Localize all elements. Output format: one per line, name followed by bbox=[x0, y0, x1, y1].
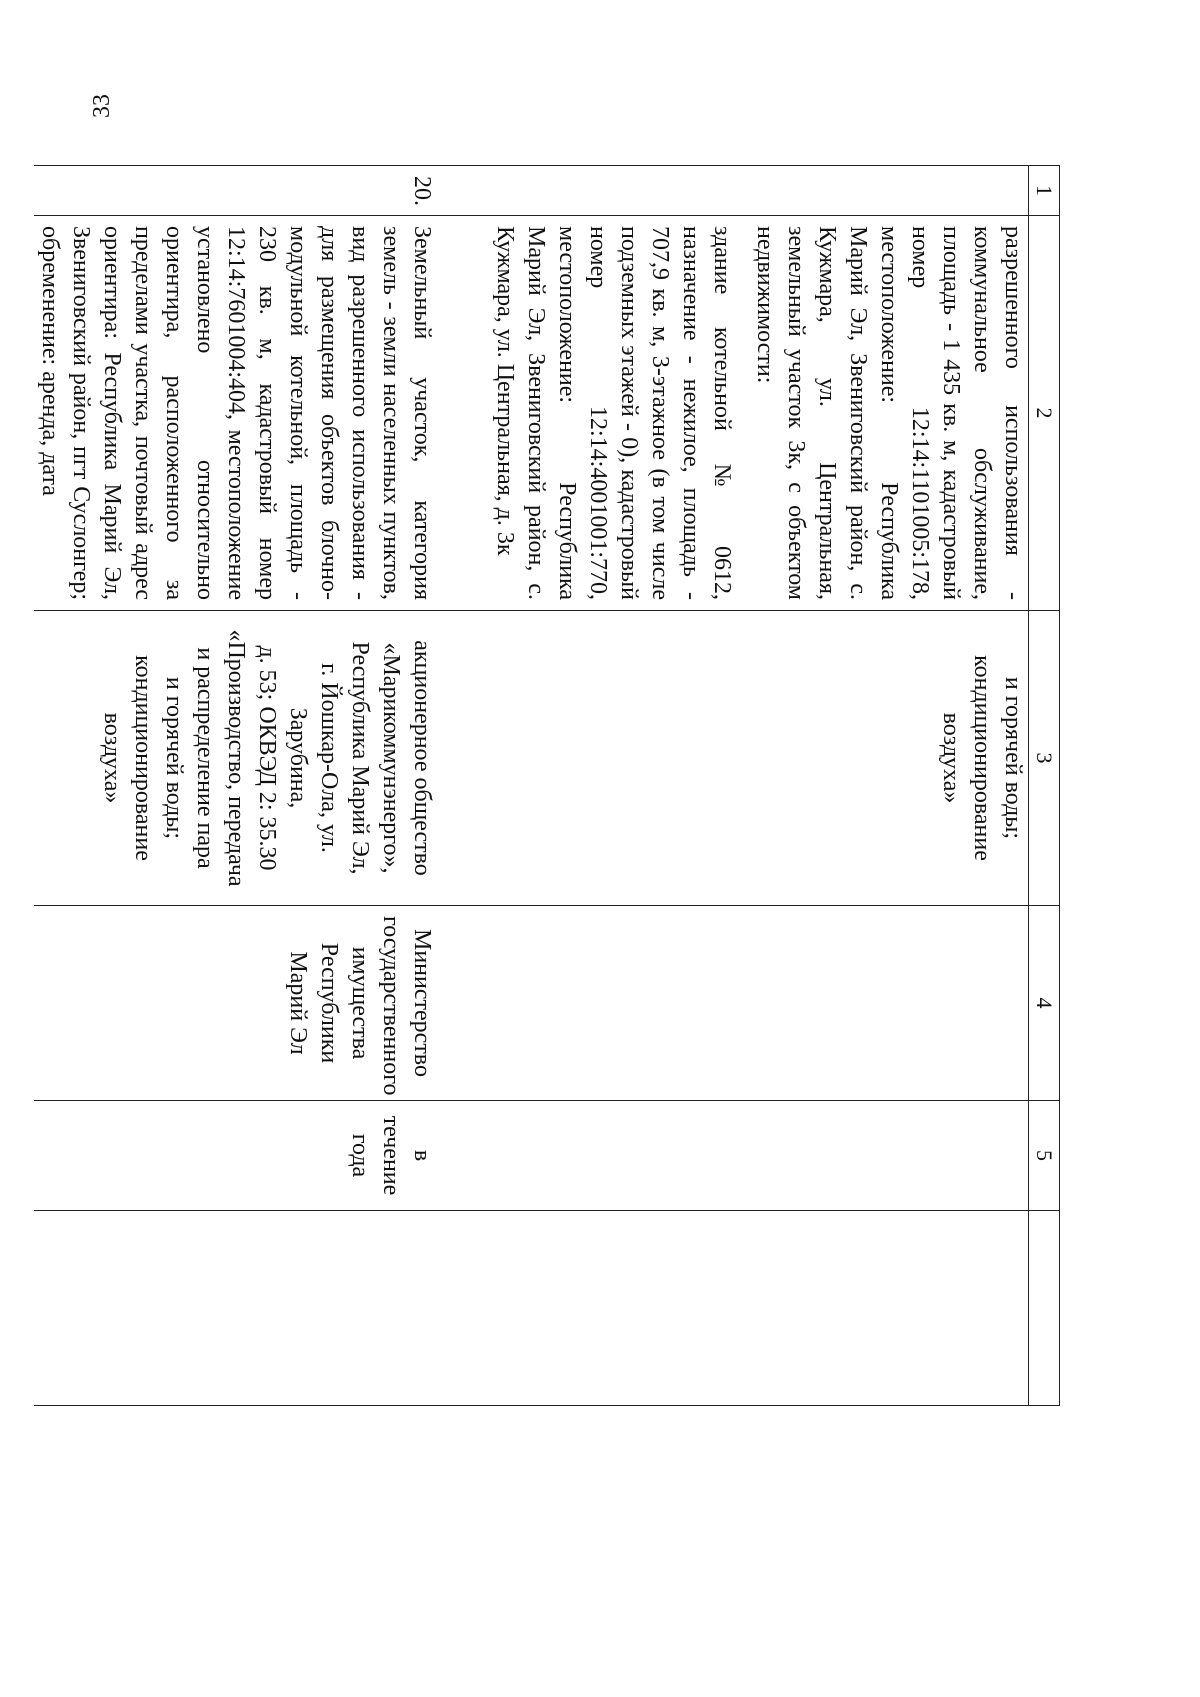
table-row bbox=[34, 166, 437, 1406]
table-header-row bbox=[1029, 166, 1060, 1406]
term bbox=[437, 1101, 1029, 1211]
extra-cell bbox=[437, 1211, 1029, 1406]
holder-info: акционерное общество «Марикоммунэнерго», Республика Марий Эл, г. Йошкар-Ола, ул. Зарубина, д. 53; ОКВЭД 2: 35.30 «Производство, передача и распределение пара и горячей воды; кондиционирование воздуха» bbox=[34, 611, 437, 906]
extra-cell bbox=[34, 1211, 437, 1406]
property-description bbox=[34, 216, 437, 611]
row-number bbox=[437, 166, 1029, 216]
rotated-table-sheet bbox=[37, 165, 1060, 1405]
holder-info: и горячей воды; кондиционирование воздуха» bbox=[437, 611, 1029, 906]
authority bbox=[437, 906, 1029, 1101]
table-row bbox=[437, 166, 1029, 1406]
page-number: 33 bbox=[89, 94, 115, 118]
description-paragraph: разрешенного использования - коммунальное обслуживание, площадь - 1 435 кв. м, кадастровый номер 12:14:1101005:178, местоположение: Республика Марий Эл, Звениговский район, с. Кужмара, ул. Центральная, земельный участок 3к, с объектом недвижимости: bbox=[752, 226, 1026, 600]
property-description bbox=[437, 216, 1029, 611]
row-number: 20. bbox=[34, 166, 437, 216]
description-paragraph: Земельный участок, категория земель - земли населенных пунктов, вид разрешенного использования - для размещения объектов блочно-модульной котельной, площадь - 230 кв. м, кадастровый номер 12:14:7601004:404, местоположение установлено относительно ориентира, расположенного за пределами участка, почтовый адрес ориентира: Республика Марий Эл, Звениговский район, пгт Суслонгер; обременение: аренда, дата bbox=[37, 226, 435, 600]
header-cell-2: 2 bbox=[1029, 216, 1060, 611]
header-cell-extra bbox=[1029, 1211, 1060, 1406]
header-cell-5: 5 bbox=[1029, 1101, 1060, 1211]
term: в течение года bbox=[34, 1101, 437, 1211]
description-paragraph: здание котельной № 0612, назначение - нежилое, площадь - 707,9 кв. м, 3-этажное (в том числе подземных этажей - 0), кадастровый номер 12:14:4001001:770, местоположение: Республика Марий Эл, Звениговский район, с. Кужмара, ул. Центральная, д. 3к bbox=[492, 226, 735, 600]
authority: Министерство государственного имущества Республики Марий Эл bbox=[34, 906, 437, 1101]
header-cell-4: 4 bbox=[1029, 906, 1060, 1101]
header-cell-3: 3 bbox=[1029, 611, 1060, 906]
registry-table bbox=[34, 165, 1060, 1406]
header-cell-1: 1 bbox=[1029, 166, 1060, 216]
